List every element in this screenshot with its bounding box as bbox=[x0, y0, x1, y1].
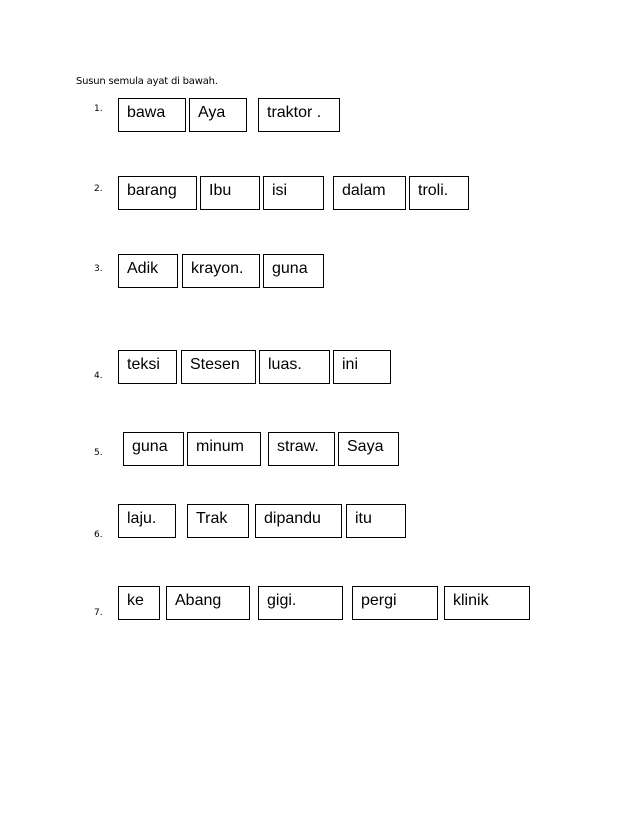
question-number: 3. bbox=[94, 264, 103, 274]
word-box[interactable]: ke bbox=[118, 586, 160, 620]
word-box[interactable]: Ibu bbox=[200, 176, 260, 210]
word-box[interactable]: pergi bbox=[352, 586, 438, 620]
word-box[interactable]: dipandu bbox=[255, 504, 342, 538]
word-box[interactable]: barang bbox=[118, 176, 197, 210]
word-box[interactable]: bawa bbox=[118, 98, 186, 132]
word-box[interactable]: Aya bbox=[189, 98, 247, 132]
word-box[interactable]: Adik bbox=[118, 254, 178, 288]
question-number: 6. bbox=[94, 530, 103, 540]
question-number: 4. bbox=[94, 371, 103, 381]
question-number: 7. bbox=[94, 608, 103, 618]
question-number: 5. bbox=[94, 448, 103, 458]
word-box[interactable]: isi bbox=[263, 176, 324, 210]
word-box[interactable]: luas. bbox=[259, 350, 330, 384]
word-box[interactable]: guna bbox=[123, 432, 184, 466]
instruction-text: Susun semula ayat di bawah. bbox=[76, 76, 218, 87]
question-number: 2. bbox=[94, 184, 103, 194]
word-box[interactable]: laju. bbox=[118, 504, 176, 538]
word-box[interactable]: minum bbox=[187, 432, 261, 466]
word-box[interactable]: troli. bbox=[409, 176, 469, 210]
word-box[interactable]: itu bbox=[346, 504, 406, 538]
word-box[interactable]: Abang bbox=[166, 586, 250, 620]
word-box[interactable]: gigi. bbox=[258, 586, 343, 620]
word-box[interactable]: Stesen bbox=[181, 350, 256, 384]
word-box[interactable]: straw. bbox=[268, 432, 335, 466]
word-box[interactable]: Saya bbox=[338, 432, 399, 466]
word-box[interactable]: klinik bbox=[444, 586, 530, 620]
word-box[interactable]: krayon. bbox=[182, 254, 260, 288]
word-box[interactable]: dalam bbox=[333, 176, 406, 210]
question-number: 1. bbox=[94, 104, 103, 114]
word-box[interactable]: Trak bbox=[187, 504, 249, 538]
word-box[interactable]: guna bbox=[263, 254, 324, 288]
word-box[interactable]: ini bbox=[333, 350, 391, 384]
word-box[interactable]: teksi bbox=[118, 350, 177, 384]
word-box[interactable]: traktor . bbox=[258, 98, 340, 132]
